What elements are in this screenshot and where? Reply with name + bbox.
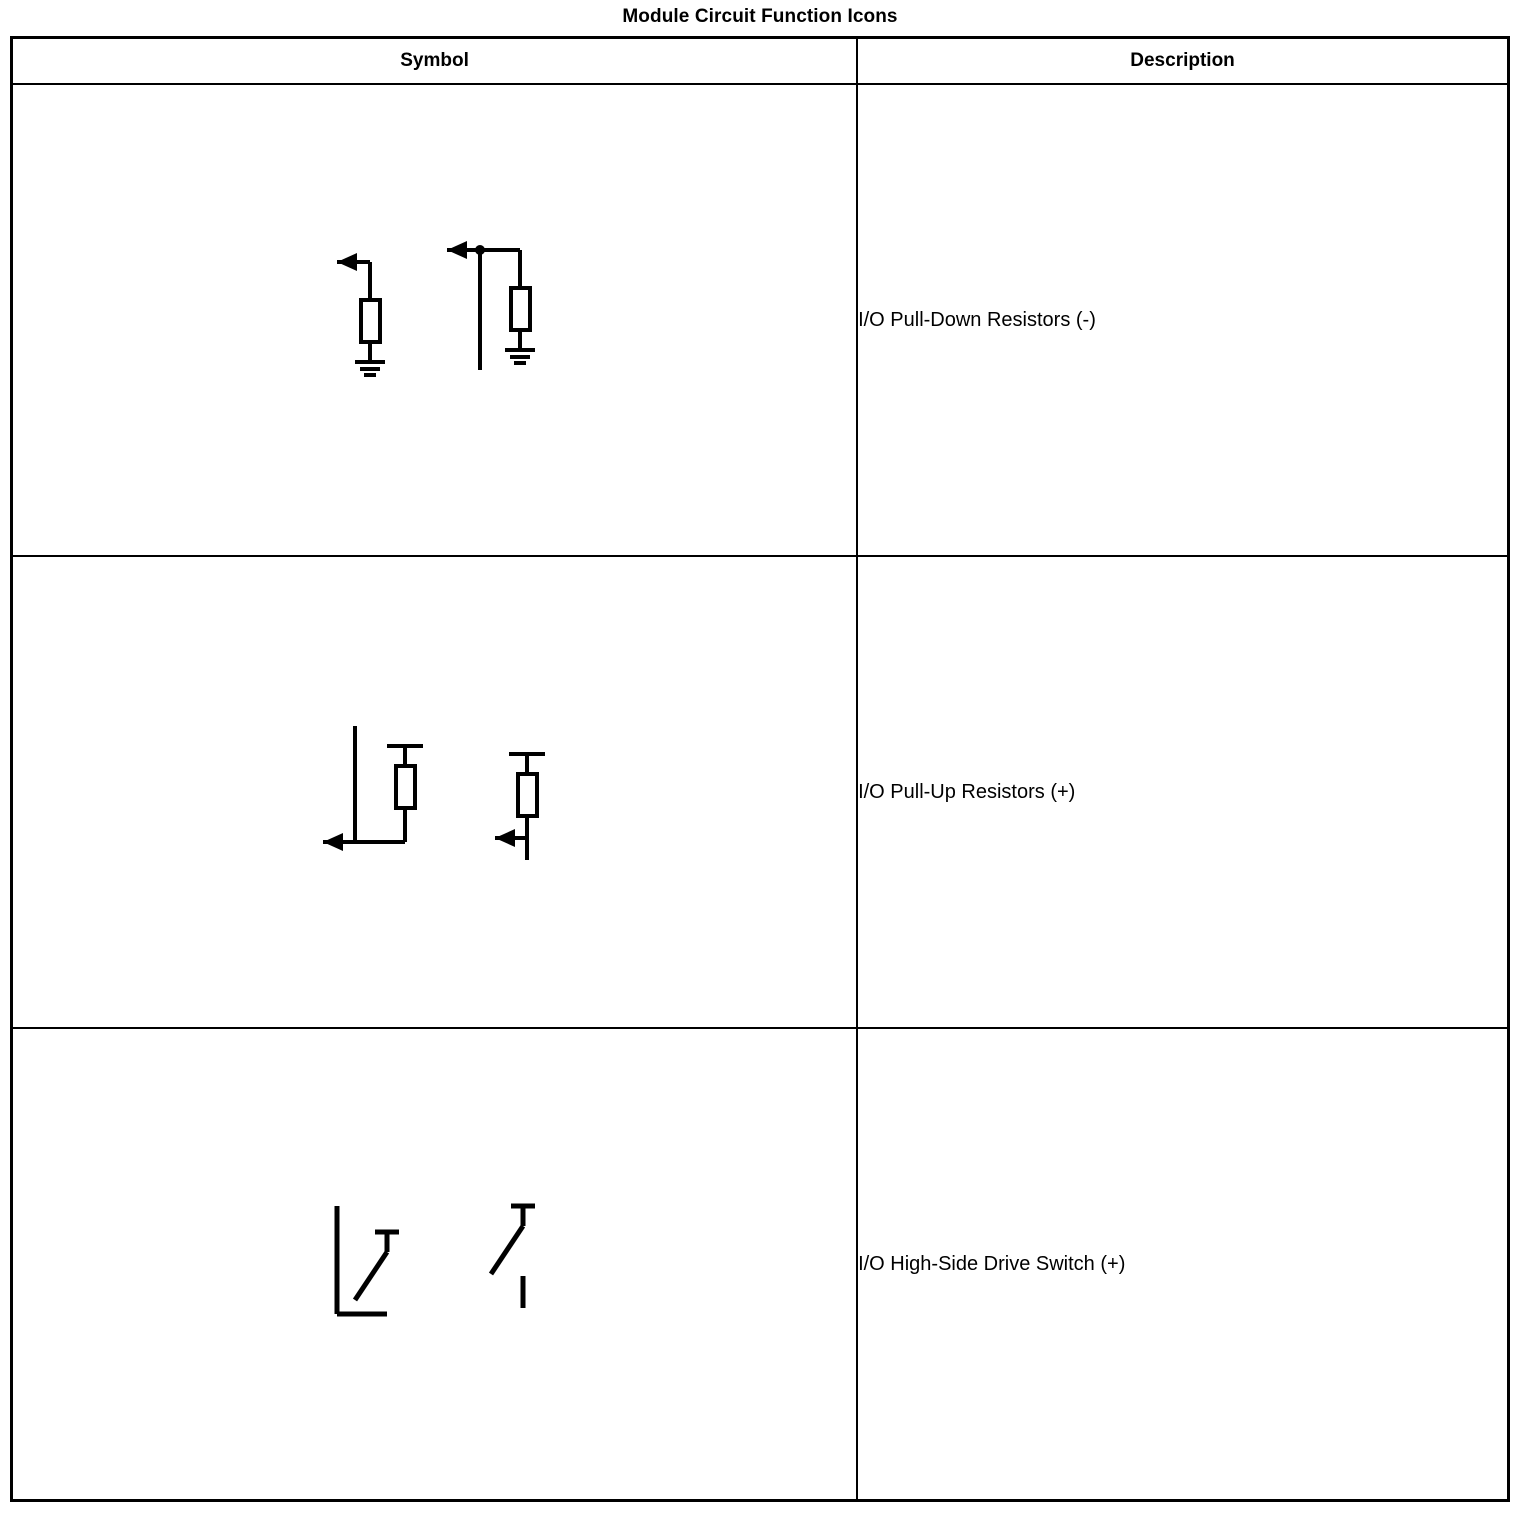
table-row	[12, 556, 1509, 1028]
io-pull-up-resistors-symbol	[13, 557, 856, 1027]
pull-down-resistor-diagram	[275, 240, 595, 400]
symbol-cell	[12, 556, 858, 1028]
symbol-cell	[12, 1028, 858, 1501]
description-cell: I/O Pull-Up Resistors (+)	[857, 556, 1508, 1028]
io-pull-down-resistors-symbol	[13, 85, 856, 555]
page-title: Module Circuit Function Icons	[622, 6, 898, 27]
pull-up-resistor-diagram	[275, 712, 595, 872]
description-cell: I/O Pull-Down Resistors (-)	[857, 84, 1508, 556]
module-circuit-function-icons-table	[10, 36, 1510, 1502]
table-row	[12, 84, 1509, 556]
table-row	[12, 1028, 1509, 1501]
column-header-symbol: Symbol	[12, 38, 858, 85]
description-cell: I/O High-Side Drive Switch (+)	[857, 1028, 1508, 1501]
high-side-drive-switch-diagram	[275, 1184, 595, 1344]
symbol-cell	[12, 84, 858, 556]
table-header-row	[12, 38, 1509, 85]
column-header-description: Description	[857, 38, 1508, 85]
io-high-side-drive-switch-symbol	[13, 1029, 856, 1499]
